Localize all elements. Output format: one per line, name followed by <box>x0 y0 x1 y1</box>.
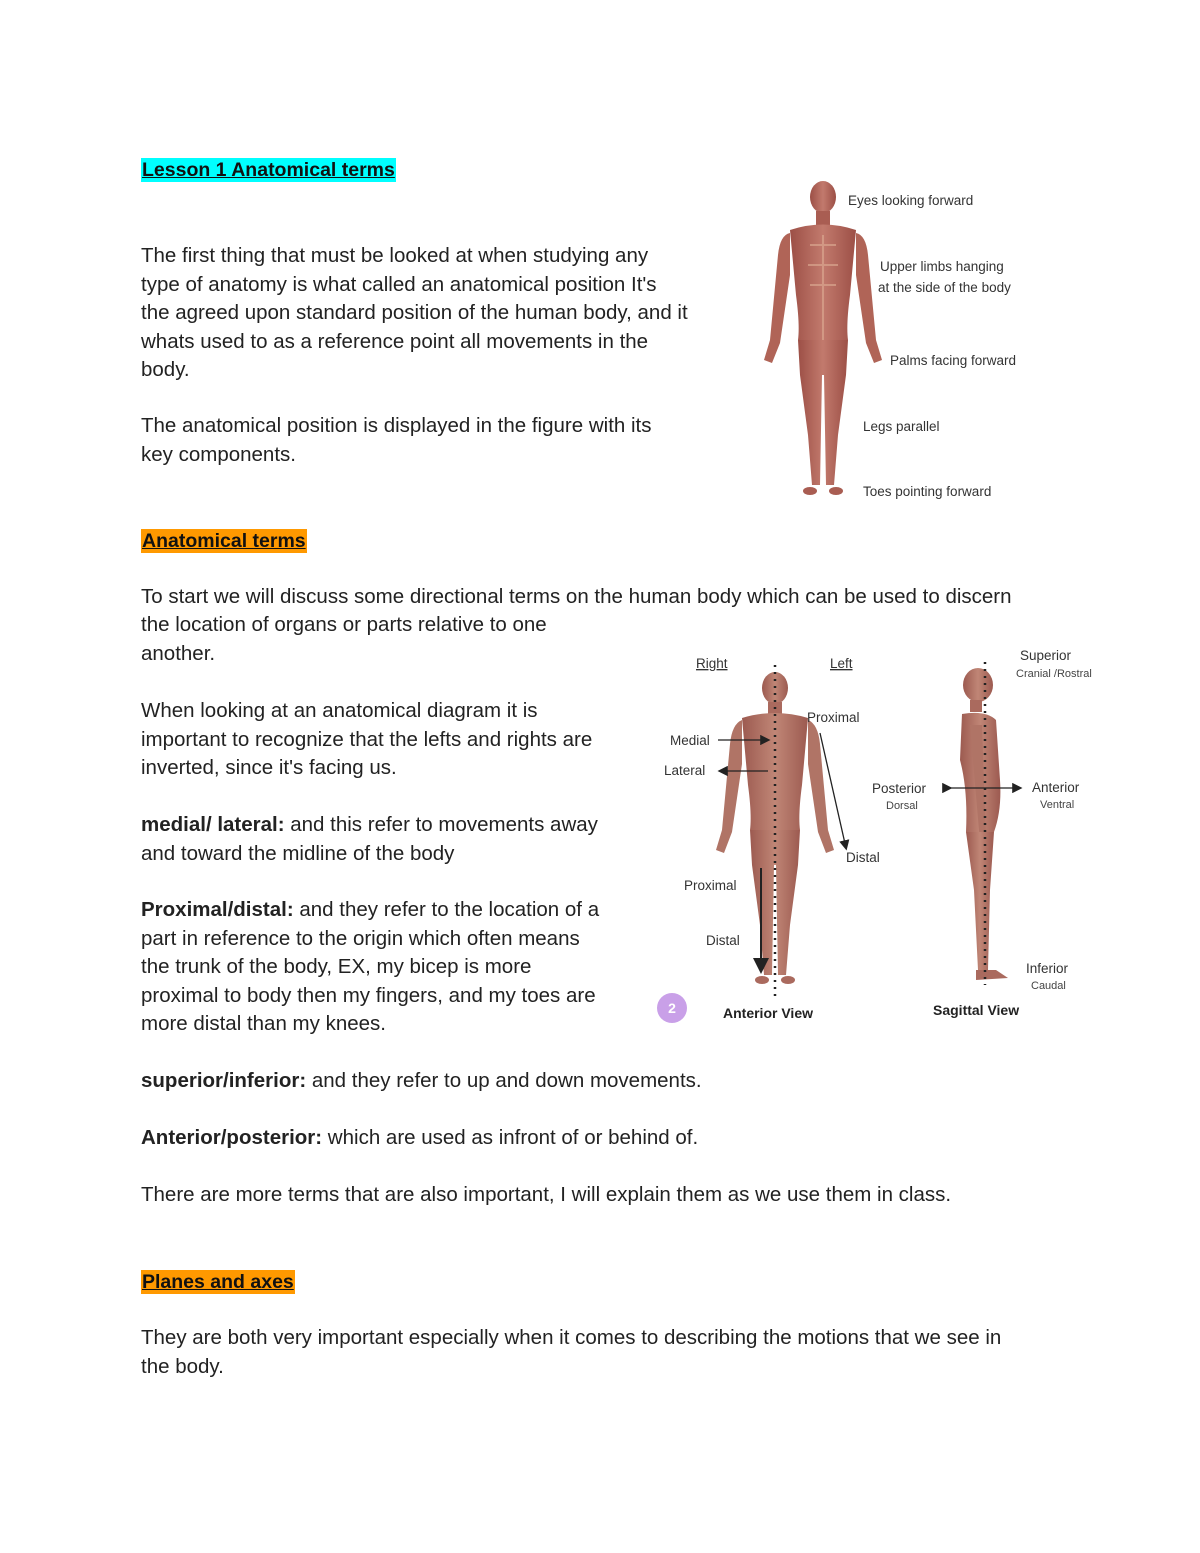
medial-lateral-definition: medial/ lateral: and this refer to movements away and toward the midline of the body <box>141 813 598 865</box>
superior-label: Superior <box>1020 648 1072 663</box>
anatomical-terms-heading: Anatomical terms <box>142 530 306 552</box>
diagram-note-paragraph: When looking at an anatomical diagram it is important to recognize that the lefts and rights are inverted, since it's facing us. <box>141 699 593 780</box>
anatomical-position-paragraph: The first thing that must be looked at when studying any type of anatomy is what called an anatomical position It's the agreed upon standard position of the human body, and it whats used to as a reference point all movements in the body. <box>141 244 688 382</box>
distal-leg-label: Distal <box>706 933 740 948</box>
superior-inferior-term: superior/inferior: <box>141 1069 307 1092</box>
posterior-label: Posterior <box>872 781 927 796</box>
proximal-distal-definition: Proximal/distal: and they refer to the location of a part in reference to the origin which often means the trunk of the body, EX, my bicep is more proximal to body then my fingers, and my toes are more distal than my knees. <box>141 898 600 1036</box>
intro-line1: To start we will discuss some directional terms on the human body which can be used to discern <box>141 585 1012 608</box>
anterior-label: Anterior <box>1032 780 1080 795</box>
limbs-label-line2: at the side of the body <box>878 280 1011 295</box>
legs-label: Legs parallel <box>863 419 940 434</box>
palms-label: Palms facing forward <box>890 353 1017 368</box>
anatomical-position-figure <box>750 175 1060 505</box>
planes-axes-heading: Planes and axes <box>142 1271 294 1293</box>
planes-axes-paragraph: They are both very important especially when it comes to describing the motions that we see in the body. <box>141 1326 1002 1378</box>
superior-inferior-definition: superior/inferior: and they refer to up and down movements. <box>141 1069 702 1092</box>
lateral-label: Lateral <box>664 763 706 778</box>
eyes-label: Eyes looking forward <box>848 193 974 208</box>
inferior-label: Inferior <box>1026 961 1069 976</box>
medial-lateral-term: medial/ lateral: <box>141 813 285 836</box>
anterior-posterior-term: Anterior/posterior: <box>141 1126 323 1149</box>
human-body-front <box>764 181 882 495</box>
directional-terms-figure <box>650 640 1110 1030</box>
more-terms-note: There are more terms that are also important, I will explain them as we use them in class. <box>141 1183 952 1206</box>
figure-reference-paragraph: The anatomical position is displayed in the figure with its key components. <box>141 414 652 466</box>
dorsal-label: Dorsal <box>886 800 918 812</box>
anterior-posterior-definition: Anterior/posterior: which are used as infront of or behind of. <box>141 1126 699 1149</box>
right-label: Right <box>696 656 728 671</box>
caudal-label: Caudal <box>1031 980 1066 992</box>
proximal-distal-term: Proximal/distal: <box>141 898 294 921</box>
toes-label: Toes pointing forward <box>863 484 992 499</box>
anterior-view-label: Anterior View <box>723 1005 813 1021</box>
ventral-label: Ventral <box>1040 799 1075 811</box>
intro-line3: another. <box>141 642 216 665</box>
lesson-heading: Lesson 1 Anatomical terms <box>142 159 395 181</box>
proximal-leg-label: Proximal <box>684 878 737 893</box>
distal-arm-label: Distal <box>846 850 880 865</box>
medial-label: Medial <box>670 733 710 748</box>
left-label: Left <box>830 656 853 671</box>
limbs-label-line1: Upper limbs hanging <box>880 259 1004 274</box>
proximal-arm-label: Proximal <box>807 710 860 725</box>
cranial-label: Cranial /Rostral <box>1016 668 1092 680</box>
sagittal-view-label: Sagittal View <box>933 1002 1020 1018</box>
svg-text:2: 2 <box>668 1000 676 1016</box>
intro-line2: the location of organs or parts relative to one <box>141 613 547 636</box>
